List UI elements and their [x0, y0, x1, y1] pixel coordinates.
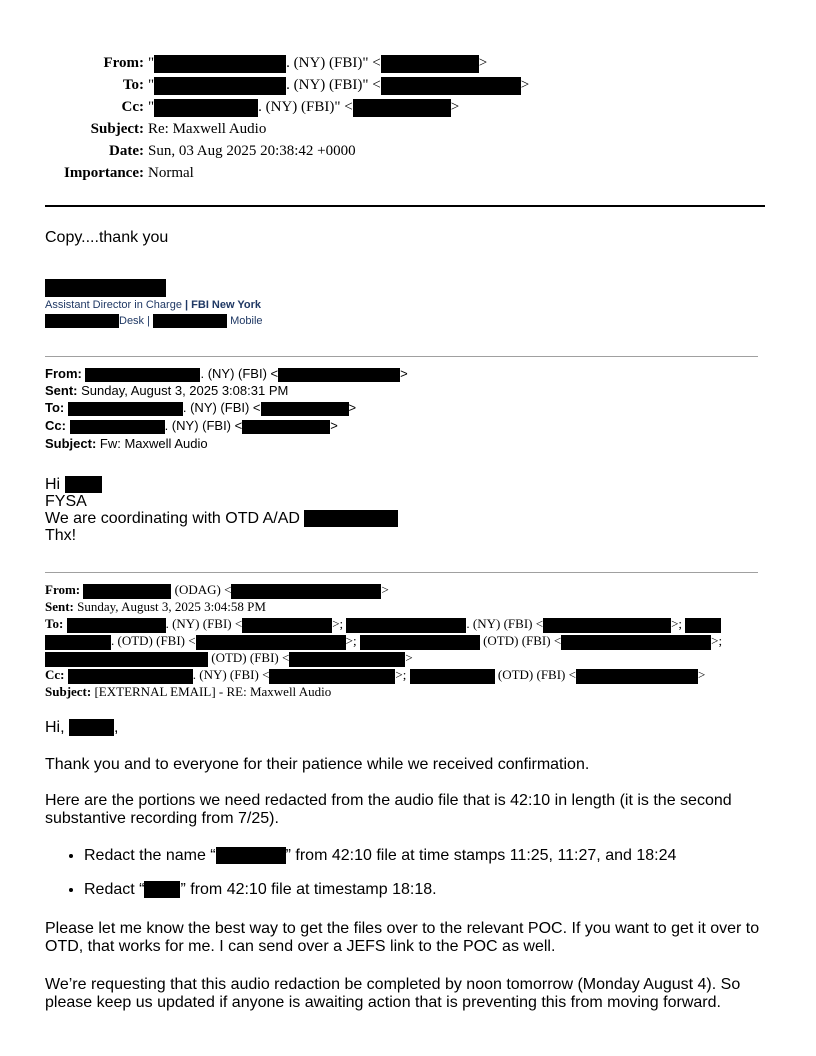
- to-value: [148, 74, 529, 96]
- msg2-sent: [45, 383, 288, 399]
- message-divider: [45, 356, 758, 357]
- reply-text: Copy....thank you: [45, 229, 169, 246]
- from-value: [148, 52, 487, 74]
- msg2-to-label: To:: [45, 400, 65, 415]
- msg3-paragraph-3-line1: Please let me know the best way to get the files over to the relevant POC. If you want to get it over to: [45, 920, 760, 937]
- msg3-from-org: (ODAG) <: [171, 582, 232, 597]
- msg3-paragraph-2-line1: Here are the portions we need redacted from the audio file that is 42:10 in length (it is the second: [45, 792, 732, 809]
- bullet-text: ” from 42:10 file at time stamps 11:25, 11:27, and 18:24: [285, 847, 677, 864]
- subject-value: Re: Maxwell Audio: [148, 121, 267, 137]
- redaction-box: [68, 402, 183, 416]
- recipient-sep: >;: [345, 633, 360, 648]
- msg3-sent: [45, 599, 266, 615]
- msg3-subject-value: [EXTERNAL EMAIL] - RE: Maxwell Audio: [94, 684, 332, 699]
- bracket-close: >: [405, 650, 413, 665]
- bracket-close: >: [400, 366, 408, 381]
- msg2-sent-value: Sunday, August 3, 2025 3:08:31 PM: [81, 383, 289, 398]
- redaction-box: [242, 420, 330, 434]
- bracket-close: >: [381, 582, 389, 597]
- msg3-cc-label: Cc:: [45, 667, 65, 682]
- signature-org: FBI New York: [191, 299, 262, 311]
- bracket-close: >: [348, 400, 357, 415]
- msg2-from-label: From:: [45, 366, 82, 381]
- bullet-text: Redact the name “: [84, 847, 216, 864]
- recipient-org: . (OTD) (FBI) <: [111, 633, 196, 648]
- msg2-subject-value: Fw: Maxwell Audio: [99, 436, 208, 451]
- recipient-sep: >;: [395, 667, 410, 682]
- recipient-org: . (NY) (FBI) <: [466, 616, 544, 631]
- msg2-to: [45, 400, 356, 416]
- redaction-box: [410, 669, 495, 684]
- msg2-cc-org: . (NY) (FBI) <: [164, 418, 243, 433]
- bracket-close: >: [697, 667, 706, 682]
- bracket-close: >: [478, 55, 488, 71]
- msg3-paragraph-4-line2: please keep us updated if anyone is awaiting action that is preventing this from moving forward.: [45, 994, 721, 1011]
- redaction-box: [45, 635, 111, 650]
- msg3-to-label: To:: [45, 616, 64, 631]
- redaction-box: [196, 635, 346, 650]
- msg3-subject-label: Subject:: [45, 684, 92, 699]
- from-org: . (NY) (FBI)" <: [286, 55, 381, 71]
- cc-label: Cc:: [121, 99, 144, 115]
- msg3-paragraph-1: Thank you and to everyone for their patience while we received confirmation.: [45, 756, 590, 773]
- msg2-coord-text: We are coordinating with OTD A/AD: [45, 510, 300, 527]
- recipient-org: . (NY) (FBI) <: [165, 616, 243, 631]
- redaction-box: [576, 669, 698, 684]
- redaction-box: [144, 881, 180, 898]
- list-item: [84, 846, 676, 865]
- signature-phones: [45, 313, 263, 329]
- quote-open: ": [148, 99, 155, 115]
- from-label: From:: [103, 55, 144, 71]
- date-value: Sun, 03 Aug 2025 20:38:42 +0000: [148, 143, 356, 159]
- redaction-box: [543, 618, 671, 633]
- msg2-from-org: . (NY) (FBI) <: [200, 366, 279, 381]
- redaction-box: [154, 99, 258, 117]
- signature-desk: Desk: [119, 315, 145, 327]
- redaction-box: [269, 669, 395, 684]
- redaction-box: [353, 99, 451, 117]
- msg3-paragraph-3-line2: OTD, that works for me. I can send over a JEFS link to the POC as well.: [45, 938, 556, 955]
- msg2-from: [45, 366, 408, 382]
- msg2-cc-label: Cc:: [45, 418, 66, 433]
- redaction-box: [154, 55, 286, 73]
- redaction-box: [304, 510, 398, 527]
- recipient-org: (OTD) (FBI) <: [479, 633, 562, 648]
- bracket-close: >: [330, 418, 338, 433]
- redaction-box: [69, 719, 114, 736]
- recipient-sep: >;: [332, 616, 347, 631]
- msg3-sent-label: Sent:: [45, 599, 74, 614]
- redaction-box: [242, 618, 332, 633]
- bracket-close: >: [450, 99, 460, 115]
- redaction-box: [85, 368, 200, 382]
- cc-value: [148, 96, 459, 118]
- redaction-box: [153, 314, 227, 328]
- redaction-box: [685, 618, 721, 633]
- msg2-sent-label: Sent:: [45, 383, 78, 398]
- redaction-box: [45, 314, 119, 328]
- redaction-box: [561, 635, 711, 650]
- msg3-paragraph-4-line1: We’re requesting that this audio redaction be completed by noon tomorrow (Monday August 4). So: [45, 976, 741, 993]
- signature-sep: |: [144, 315, 154, 327]
- msg3-to-line1: [45, 616, 721, 633]
- cc-org: . (NY) (FBI)" <: [258, 99, 353, 115]
- msg3-greeting: [45, 718, 118, 737]
- redaction-box: [231, 584, 381, 599]
- redaction-box: [67, 618, 166, 633]
- msg2-coord: [45, 509, 398, 528]
- msg2-thx: Thx!: [45, 527, 77, 544]
- bullet-text: ” from 42:10 file at timestamp 18:18.: [180, 881, 437, 898]
- msg2-fysa: FYSA: [45, 493, 87, 510]
- msg3-from: [45, 582, 389, 599]
- signature-title: [45, 297, 261, 313]
- redaction-box: [65, 476, 102, 493]
- to-org: . (NY) (FBI)" <: [286, 77, 381, 93]
- msg3-to-line2: [45, 633, 722, 650]
- msg2-subject-label: Subject:: [45, 436, 97, 451]
- header-divider: [45, 205, 765, 207]
- redaction-box: [381, 55, 479, 73]
- msg3-paragraph-2-line2: substantive recording from 7/25).: [45, 810, 279, 827]
- recipient-sep: >;: [671, 616, 686, 631]
- msg3-sent-value: Sunday, August 3, 2025 3:04:58 PM: [77, 599, 266, 614]
- to-label: To:: [122, 77, 144, 93]
- signature-sep: |: [181, 299, 192, 311]
- redaction-box: [261, 402, 349, 416]
- recipient-org: . (NY) (FBI) <: [192, 667, 270, 682]
- quote-open: ": [148, 55, 155, 71]
- recipient-org: (OTD) (FBI) <: [494, 667, 576, 682]
- redaction-box: [216, 847, 286, 864]
- greeting-text: Hi,: [45, 719, 69, 736]
- msg3-to-line3: [45, 650, 413, 667]
- bullet-text: Redact “: [84, 881, 145, 898]
- redaction-box: [83, 584, 171, 599]
- importance-value: Normal: [148, 165, 194, 181]
- msg3-subject: [45, 684, 331, 700]
- recipient-org: (OTD) (FBI) <: [208, 650, 290, 665]
- msg2-cc: [45, 418, 338, 434]
- redaction-box: [278, 368, 400, 382]
- msg2-subject: [45, 436, 208, 452]
- redaction-request-list: [66, 846, 676, 914]
- redaction-box: [68, 669, 193, 684]
- message-divider: [45, 572, 758, 573]
- redaction-box: [346, 618, 466, 633]
- recipient-sep: >;: [711, 633, 723, 648]
- list-item: [84, 880, 676, 899]
- importance-label: Importance:: [64, 165, 144, 181]
- msg3-from-label: From:: [45, 582, 81, 597]
- signature-role: Assistant Director in Charge: [45, 299, 182, 311]
- msg3-cc: [45, 667, 705, 684]
- redaction-box: [289, 652, 405, 667]
- redaction-box: [45, 652, 208, 667]
- signature-name-redaction: [45, 279, 166, 297]
- signature-mobile: Mobile: [230, 315, 263, 327]
- redaction-box: [154, 77, 286, 95]
- bracket-close: >: [520, 77, 530, 93]
- redaction-box: [70, 420, 165, 434]
- quote-open: ": [148, 77, 155, 93]
- redaction-box: [360, 635, 480, 650]
- redaction-box: [381, 77, 521, 95]
- msg2-hi: Hi: [45, 476, 61, 493]
- greeting-comma: ,: [114, 719, 119, 736]
- subject-label: Subject:: [90, 121, 144, 137]
- date-label: Date:: [109, 143, 144, 159]
- msg2-to-org: . (NY) (FBI) <: [182, 400, 261, 415]
